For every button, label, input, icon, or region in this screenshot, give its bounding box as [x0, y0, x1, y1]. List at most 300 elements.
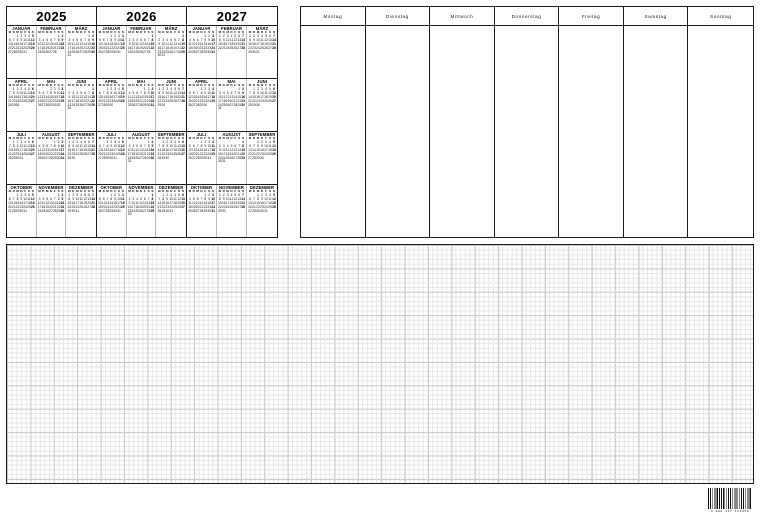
weekday-writing-area[interactable]: [366, 26, 430, 237]
day-cell: 12: [233, 196, 238, 201]
weekday-initial: M: [226, 136, 229, 140]
weekday-writing-area[interactable]: [301, 26, 365, 237]
weekday-writing-area[interactable]: [495, 26, 559, 237]
day-cell: 11: [268, 143, 272, 148]
weekday-writing-area[interactable]: [624, 26, 688, 237]
weekday-initial: M: [98, 30, 102, 34]
weekday-initial: S: [242, 136, 245, 140]
day-cell: 2: [261, 139, 263, 144]
day-cell: 7: [182, 86, 184, 91]
weekday-writing-area[interactable]: [430, 26, 494, 237]
day-cell: 1: [143, 86, 146, 91]
day-cell: 8: [238, 90, 241, 95]
day-cell: 17: [117, 41, 121, 46]
day-cell: 24: [169, 151, 174, 156]
day-cell: 1: [88, 33, 90, 38]
day-cell: 14: [146, 41, 151, 46]
day-cell: 29: [150, 208, 155, 213]
weekday-initial: S: [57, 136, 60, 140]
day-cell: 16: [146, 94, 151, 99]
day-cell: 4: [189, 196, 191, 201]
day-cell: 31: [23, 49, 27, 54]
day-cell: 17: [19, 147, 24, 152]
day-cell: 6: [50, 196, 52, 201]
day-cell: 9: [72, 143, 75, 148]
day-cell: 4: [28, 192, 30, 197]
day-cell: 2: [61, 33, 64, 38]
day-cell: 29: [237, 102, 242, 107]
day-cell: 22: [256, 151, 260, 156]
day-cell: 2: [151, 139, 154, 144]
day-cell: 30: [91, 49, 95, 54]
day-cell: [151, 213, 155, 217]
weekday-initial: M: [98, 83, 102, 87]
week-column-donnerstag[interactable]: [495, 7, 560, 237]
day-cell: 17: [211, 41, 215, 46]
day-cell: 24: [23, 204, 27, 209]
weekday-initial: D: [49, 189, 53, 193]
weekday-initial: M: [196, 30, 199, 34]
weekday-initial: S: [57, 30, 60, 34]
day-cell: 6: [249, 143, 251, 148]
weekday-writing-area[interactable]: [688, 26, 753, 237]
day-cell: 14: [252, 200, 256, 205]
day-cell: 15: [56, 200, 61, 205]
weekday-initial: D: [252, 189, 256, 193]
weekday-initial: S: [92, 83, 95, 87]
day-cell: 24: [56, 98, 61, 103]
day-cell: 28: [91, 151, 95, 156]
day-cell: 28: [241, 45, 245, 50]
day-cell: 29: [256, 155, 260, 160]
weekday-initial: M: [248, 189, 252, 193]
day-cell: 1: [219, 192, 221, 197]
day-cell: 21: [91, 147, 95, 152]
weekday-initial: S: [208, 136, 211, 140]
day-cell: 10: [225, 196, 230, 201]
weekday-initial: S: [212, 136, 215, 140]
day-cell: 15: [105, 147, 110, 152]
day-cell: 2: [16, 139, 19, 144]
calendar-year-2027: [187, 7, 277, 237]
month-grid: [188, 137, 215, 160]
day-cell: 21: [237, 151, 242, 156]
month-grid: [38, 31, 65, 54]
day-cell: 22: [203, 204, 208, 209]
weekday-initial: S: [151, 136, 154, 140]
day-cell: 13: [30, 143, 35, 148]
week-column-sonntag[interactable]: [688, 7, 753, 237]
day-cell: 28: [157, 155, 162, 160]
day-cell: 29: [15, 49, 20, 54]
day-cell: 6: [182, 192, 184, 197]
month-grid: [157, 84, 185, 107]
day-cell: 16: [260, 200, 264, 205]
day-cell: 19: [191, 45, 196, 50]
day-cell: 14: [83, 41, 87, 46]
month-cell: [37, 26, 67, 78]
day-cell: 11: [75, 94, 79, 99]
day-cell: 19: [139, 45, 143, 50]
day-cell: 25: [71, 49, 76, 54]
weekday-initial: F: [24, 189, 27, 193]
weekday-initial: S: [27, 30, 30, 34]
weekday-initial: M: [16, 189, 19, 193]
day-cell: 3: [261, 86, 263, 91]
day-cell: 30: [203, 155, 208, 160]
day-cell: [241, 107, 245, 111]
week-column-dienstag[interactable]: [366, 7, 431, 237]
day-cell: 13: [101, 200, 106, 205]
day-cell: 18: [120, 41, 125, 46]
day-cell: 17: [207, 94, 212, 99]
day-cell: 12: [27, 90, 31, 95]
day-cell: 30: [203, 102, 208, 107]
day-cell: 13: [237, 196, 242, 201]
weekday-initial: S: [88, 136, 91, 140]
day-cell: 1: [110, 192, 113, 197]
weekday-initial: D: [162, 30, 165, 34]
day-cell: 29: [109, 49, 114, 54]
day-cell: 23: [260, 151, 264, 156]
day-cell: 7: [238, 143, 241, 148]
weekday-initial: D: [49, 83, 53, 87]
weekday-initial: S: [212, 189, 215, 193]
day-cell: 16: [165, 200, 170, 205]
month-grid: [157, 190, 185, 213]
day-cell: 31: [56, 102, 61, 107]
day-cell: 31: [23, 208, 27, 213]
day-cell: 15: [256, 147, 260, 152]
week-column-montag[interactable]: [301, 7, 366, 237]
week-column-mittwoch[interactable]: [430, 7, 495, 237]
day-cell: 5: [46, 37, 49, 42]
day-cell: 15: [218, 41, 222, 46]
day-cell: 11: [229, 196, 234, 201]
day-cell: 17: [221, 151, 226, 156]
day-cell: 20: [195, 45, 200, 50]
day-cell: 8: [12, 90, 15, 95]
day-cell: 30: [165, 208, 170, 213]
day-cell: 27: [87, 151, 91, 156]
weekday-initial: M: [106, 83, 109, 87]
weekday-initial: F: [204, 30, 207, 34]
month-cell: [37, 132, 67, 184]
month-grid: [8, 137, 35, 160]
day-cell: 19: [98, 204, 102, 209]
month-name: DEZEMBER: [249, 185, 275, 190]
day-cell: 13: [79, 41, 84, 46]
day-cell: 13: [195, 200, 200, 205]
day-cell: 13: [139, 147, 143, 152]
day-cell: 5: [132, 90, 135, 95]
day-cell: [121, 51, 125, 55]
day-cell: 8: [50, 90, 52, 95]
day-cell: 4: [118, 86, 120, 91]
day-cell: 24: [37, 49, 42, 54]
weekday-writing-area[interactable]: [559, 26, 623, 237]
day-cell: 7: [53, 37, 56, 42]
day-cell: 25: [41, 49, 46, 54]
day-cell: [207, 104, 211, 108]
day-cell: 3: [128, 143, 131, 148]
day-cell: 1: [68, 139, 71, 144]
day-cell: 25: [169, 98, 174, 103]
day-cell: 18: [173, 147, 177, 152]
day-cell: 29: [11, 155, 16, 160]
weekday-initial: M: [248, 136, 252, 140]
day-cell: 23: [91, 45, 95, 50]
day-cell: 23: [256, 98, 260, 103]
weekday-initial: S: [178, 136, 181, 140]
day-cell: 20: [79, 45, 84, 50]
day-cell: 27: [41, 102, 46, 107]
weekday-initial: M: [165, 30, 169, 34]
day-cell: 20: [8, 204, 12, 209]
day-cell: 24: [23, 45, 27, 50]
day-cell: 1: [204, 33, 207, 38]
day-cell: 26: [83, 204, 87, 209]
day-cell: 8: [68, 143, 71, 148]
month-name: AUGUST: [41, 132, 61, 137]
day-cell: 16: [109, 94, 114, 99]
day-cell: 2: [158, 37, 161, 42]
weekday-initial: D: [49, 30, 53, 34]
weekday-initial: S: [88, 83, 91, 87]
week-column-samstag[interactable]: [624, 7, 689, 237]
weekday-initial: S: [208, 83, 211, 87]
day-cell: 27: [8, 49, 12, 54]
weekday-initial: M: [135, 30, 139, 34]
day-cell: 13: [248, 200, 252, 205]
day-cell: 26: [229, 155, 234, 160]
day-cell: 31: [256, 49, 260, 54]
weekday-initial: D: [139, 136, 143, 140]
weekday-initial: D: [12, 189, 15, 193]
day-cell: 11: [37, 147, 42, 152]
day-cell: 5: [31, 33, 34, 38]
day-cell: 13: [83, 94, 87, 99]
weekday-initial: S: [121, 30, 124, 34]
weekday-initial: D: [230, 30, 233, 34]
day-cell: 18: [211, 147, 215, 152]
day-cell: 9: [61, 196, 64, 201]
day-cell: 31: [264, 208, 268, 213]
day-cell: 3: [265, 192, 267, 197]
day-cell: 26: [177, 204, 181, 209]
week-column-freitag[interactable]: [559, 7, 624, 237]
day-cell: 26: [264, 45, 268, 50]
day-cell: 23: [113, 45, 117, 50]
day-cell: 19: [139, 204, 143, 209]
day-cell: 17: [75, 200, 80, 205]
day-cell: 24: [75, 151, 80, 156]
day-cell: 10: [37, 200, 42, 205]
day-cell: 4: [170, 86, 173, 91]
day-cell: 6: [182, 139, 184, 144]
day-cell: 30: [19, 208, 24, 213]
day-cell: 11: [165, 41, 169, 46]
day-cell: 18: [211, 94, 215, 99]
day-cell: 23: [207, 204, 212, 209]
weekday-initial: D: [12, 83, 15, 87]
day-cell: 9: [61, 37, 64, 42]
weekday-initial: F: [114, 83, 117, 87]
day-cell: 9: [57, 143, 60, 148]
day-cell: 25: [188, 49, 192, 54]
day-cell: 2: [110, 139, 113, 144]
day-cell: 19: [233, 41, 238, 46]
month-cell: [187, 26, 217, 78]
day-cell: 22: [150, 204, 155, 209]
month-name: JULI: [16, 132, 27, 137]
month-grid: [218, 137, 245, 164]
day-cell: 24: [150, 98, 155, 103]
month-name: FEBRUAR: [130, 26, 152, 31]
day-cell: 28: [11, 49, 16, 54]
weekday-initial: M: [196, 136, 199, 140]
day-cell: 7: [53, 196, 56, 201]
day-cell: 22: [161, 151, 166, 156]
day-cell: 1: [200, 139, 203, 144]
day-cell: 1: [57, 33, 60, 38]
day-cell: 20: [139, 151, 143, 156]
weekday-initial: M: [75, 30, 79, 34]
weekday-initial: D: [200, 83, 203, 87]
day-cell: [272, 210, 276, 214]
day-cell: 2: [20, 192, 23, 197]
day-cell: 10: [75, 196, 80, 201]
day-cell: 14: [52, 41, 57, 46]
day-cell: 2: [61, 192, 64, 197]
weekday-initial: M: [226, 30, 229, 34]
day-cell: 26: [188, 155, 192, 160]
day-cell: 12: [83, 143, 87, 148]
day-cell: 2: [162, 86, 165, 91]
day-cell: 12: [229, 147, 234, 152]
day-cell: 13: [229, 94, 234, 99]
weekday-initial: D: [72, 136, 75, 140]
day-cell: 29: [161, 208, 166, 213]
month-grid: [188, 84, 215, 107]
weekday-initial: D: [260, 83, 264, 87]
day-cell: 14: [199, 41, 204, 46]
day-cell: 28: [233, 102, 238, 107]
day-cell: 29: [105, 102, 110, 107]
weekday-initial: M: [188, 30, 192, 34]
day-cell: [91, 210, 95, 214]
month-cell: [7, 185, 37, 237]
day-cell: 1: [249, 33, 251, 38]
day-cell: 12: [139, 41, 143, 46]
weekday-initial: S: [117, 136, 120, 140]
day-cell: 3: [170, 192, 173, 197]
day-cell: 14: [241, 196, 245, 201]
day-cell: 9: [114, 196, 117, 201]
day-cell: 3: [226, 192, 229, 197]
weekday-initial: F: [234, 136, 237, 140]
day-cell: 17: [23, 41, 27, 46]
day-cell: 29: [91, 102, 95, 107]
day-cell: 4: [265, 86, 267, 91]
day-cell: 8: [200, 143, 203, 148]
day-cell: 22: [146, 151, 151, 156]
weekday-initial: M: [196, 83, 199, 87]
day-cell: 21: [181, 94, 185, 99]
day-cell: 27: [49, 208, 53, 213]
day-cell: 27: [195, 49, 200, 54]
month-cell: [66, 79, 96, 131]
day-cell: 15: [199, 147, 204, 152]
day-cell: 23: [67, 102, 72, 107]
day-cell: 23: [252, 45, 256, 50]
day-cell: 22: [56, 45, 61, 50]
day-cell: 15: [52, 147, 57, 152]
day-cell: 26: [120, 151, 125, 156]
day-cell: 1: [12, 139, 15, 144]
day-cell: 11: [117, 90, 121, 95]
weekday-initial: M: [188, 189, 192, 193]
day-cell: 16: [71, 147, 76, 152]
calendar-year-2026: [97, 7, 187, 237]
day-cell: 27: [191, 155, 196, 160]
day-cell: 6: [98, 90, 101, 95]
day-cell: 24: [131, 208, 136, 213]
day-cell: 4: [24, 86, 27, 91]
day-cell: 5: [121, 86, 124, 91]
day-cell: 22: [199, 98, 204, 103]
day-cell: 3: [132, 37, 135, 42]
day-cell: 6: [192, 90, 195, 95]
day-cell: [272, 104, 276, 108]
day-cell: [211, 157, 215, 161]
day-cell: 12: [188, 147, 192, 152]
day-cell: 14: [272, 37, 276, 42]
weekday-label: Donnerstag: [495, 7, 559, 26]
day-cell: 16: [256, 94, 260, 99]
day-cell: 13: [142, 200, 147, 205]
day-cell: 27: [177, 98, 181, 103]
day-cell: 9: [128, 200, 131, 205]
weekday-initial: S: [238, 30, 241, 34]
month-cell: [187, 79, 217, 131]
day-cell: 3: [72, 90, 75, 95]
day-cell: 30: [56, 155, 61, 160]
day-cell: 26: [98, 49, 102, 54]
weekday-initial: M: [218, 136, 222, 140]
weekday-initial: D: [192, 189, 195, 193]
weekday-initial: D: [222, 189, 225, 193]
day-cell: 11: [135, 41, 139, 46]
day-cell: 9: [166, 143, 169, 148]
month-grid: [98, 31, 125, 54]
notes-graph-paper[interactable]: [6, 244, 754, 484]
day-cell: 13: [237, 37, 242, 42]
day-cell: 20: [49, 45, 53, 50]
day-cell: 10: [260, 90, 264, 95]
weekday-initial: M: [45, 136, 49, 140]
day-cell: 12: [177, 196, 181, 201]
day-cell: 21: [199, 204, 204, 209]
day-cell: 5: [38, 90, 41, 95]
day-cell: 29: [87, 49, 91, 54]
day-cell: 15: [248, 41, 252, 46]
day-cell: 19: [173, 94, 177, 99]
day-cell: 19: [83, 200, 87, 205]
weekday-initial: M: [248, 83, 252, 87]
day-cell: 15: [218, 200, 222, 205]
day-cell: 18: [27, 200, 31, 205]
